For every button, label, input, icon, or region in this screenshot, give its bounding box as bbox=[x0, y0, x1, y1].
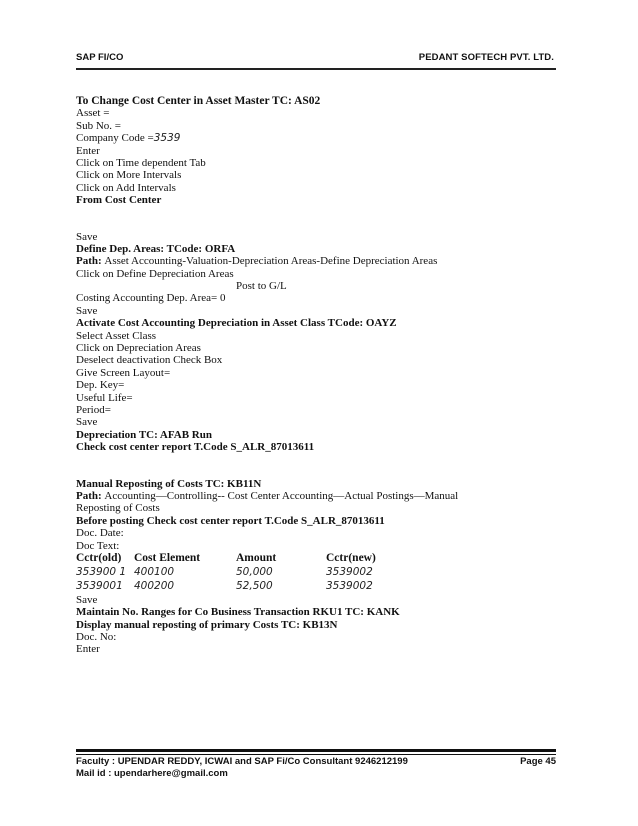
line-text: Select Asset Class bbox=[76, 329, 157, 342]
header-left-title: SAP FI/CO bbox=[76, 52, 124, 63]
line-text: Save bbox=[76, 304, 98, 317]
line-text: Check cost center report T.Code S_ALR_87013611 bbox=[76, 441, 315, 454]
spacer bbox=[76, 454, 566, 478]
line-text-rest: Asset Accounting-Valuation-Depreciation Areas-Define Depreciation Areas bbox=[104, 255, 438, 268]
line-text: Save bbox=[76, 230, 98, 243]
line-text: Reposting of Costs bbox=[76, 502, 160, 515]
text-line bbox=[76, 527, 566, 539]
line-text: From Cost Center bbox=[76, 194, 162, 207]
text-line bbox=[76, 515, 566, 527]
text-line bbox=[76, 490, 566, 502]
text-line bbox=[76, 305, 566, 317]
table-cell: 50,000 bbox=[236, 565, 273, 578]
line-text: Path: bbox=[76, 255, 105, 268]
line-text: Useful Life= bbox=[76, 391, 133, 404]
footer-mail-line: Mail id : upendarhere@gmail.com bbox=[76, 768, 228, 779]
spacer bbox=[76, 207, 566, 231]
text-line bbox=[76, 243, 566, 255]
page-footer bbox=[76, 756, 556, 780]
table-cell: 400200 bbox=[134, 579, 175, 592]
table-row bbox=[76, 580, 566, 594]
text-line bbox=[76, 429, 566, 441]
table-cell: 3539001 bbox=[76, 579, 123, 592]
page-header bbox=[76, 52, 554, 68]
line-text: Post to G/L bbox=[236, 280, 287, 293]
header-company-name: PEDANT SOFTECH PVT. LTD. bbox=[418, 52, 554, 63]
text-line bbox=[76, 132, 566, 144]
text-line bbox=[76, 169, 566, 181]
text-line bbox=[76, 502, 566, 514]
instruction-lines bbox=[76, 95, 566, 552]
line-text: Click on Depreciation Areas bbox=[76, 342, 201, 355]
footer-rule-thin bbox=[76, 754, 556, 755]
text-line bbox=[76, 255, 566, 267]
line-text: Doc. Date: bbox=[76, 527, 124, 540]
text-line bbox=[76, 231, 566, 243]
line-text: Manual Reposting of Costs TC: KB11N bbox=[76, 477, 262, 490]
line-text: Company Code = bbox=[76, 132, 154, 145]
text-line bbox=[76, 441, 566, 453]
text-line bbox=[76, 392, 566, 404]
line-text: Enter bbox=[76, 144, 100, 157]
line-text: Click on Time dependent Tab bbox=[76, 156, 206, 169]
line-text: Give Screen Layout= bbox=[76, 366, 171, 379]
text-line bbox=[76, 404, 566, 416]
table-cell: 3539002 bbox=[326, 565, 373, 578]
text-line bbox=[76, 194, 566, 206]
table-header bbox=[76, 552, 566, 566]
table-cell: 52,500 bbox=[236, 579, 273, 592]
line-text: Save bbox=[76, 593, 98, 606]
text-line bbox=[76, 95, 566, 107]
text-line bbox=[76, 619, 566, 631]
line-text: Deselect deactivation Check Box bbox=[76, 354, 223, 367]
text-line bbox=[76, 643, 566, 655]
text-line bbox=[76, 342, 566, 354]
table-row bbox=[76, 566, 566, 580]
text-line bbox=[76, 280, 566, 292]
text-line bbox=[76, 292, 566, 304]
line-text: Display manual reposting of primary Costs TC: KB13N bbox=[76, 618, 338, 631]
document-body bbox=[76, 95, 566, 656]
line-text: Costing Accounting Dep. Area= 0 bbox=[76, 292, 226, 305]
line-text: Click on Define Depreciation Areas bbox=[76, 267, 234, 280]
table-header-cell: Cost Element bbox=[134, 551, 201, 564]
table-cell: 400100 bbox=[134, 565, 175, 578]
header-rule bbox=[76, 68, 556, 70]
line-text: Maintain No. Ranges for Co Business Transaction RKU1 TC: KANK bbox=[76, 606, 400, 619]
line-text: Click on More Intervals bbox=[76, 169, 182, 182]
line-text: Activate Cost Accounting Depreciation in Asset Class TCode: OAYZ bbox=[76, 317, 397, 330]
text-line bbox=[76, 540, 566, 552]
line-text: Define Dep. Areas: TCode: ORFA bbox=[76, 242, 236, 255]
table-cell: 3539002 bbox=[326, 579, 373, 592]
text-line bbox=[76, 330, 566, 342]
line-text: Dep. Key= bbox=[76, 379, 125, 392]
line-text-rest: Accounting—Controlling-- Cost Center Accounting—Actual Postings—Manual bbox=[104, 489, 459, 502]
line-text: Save bbox=[76, 416, 98, 429]
text-line bbox=[76, 145, 566, 157]
handwritten-value: 3539 bbox=[153, 132, 181, 145]
text-line bbox=[76, 478, 566, 490]
text-line bbox=[76, 107, 566, 119]
text-line bbox=[76, 416, 566, 428]
footer-faculty-line: Faculty : UPENDAR REDDY, ICWAI and SAP Fi/Co Consultant 9246212199 bbox=[76, 756, 408, 767]
text-line bbox=[76, 379, 566, 391]
text-line bbox=[76, 606, 566, 618]
text-line bbox=[76, 268, 566, 280]
footer-rule-thick bbox=[76, 749, 556, 752]
text-line bbox=[76, 631, 566, 643]
text-line bbox=[76, 317, 566, 329]
text-line bbox=[76, 594, 566, 606]
table-header-cell: Cctr(new) bbox=[326, 551, 376, 564]
text-line bbox=[76, 120, 566, 132]
line-text: Period= bbox=[76, 403, 111, 416]
line-text: Click on Add Intervals bbox=[76, 181, 176, 194]
line-text: Path: bbox=[76, 489, 105, 502]
line-text: Depreciation TC: AFAB Run bbox=[76, 428, 212, 441]
line-text: Doc. No: bbox=[76, 631, 117, 644]
text-line bbox=[76, 182, 566, 194]
line-text: Before posting Check cost center report T.Code S_ALR_87013611 bbox=[76, 514, 385, 527]
instruction-lines-after bbox=[76, 594, 566, 656]
text-line bbox=[76, 367, 566, 379]
table-header-cell: Amount bbox=[236, 551, 277, 564]
line-text: To Change Cost Center in Asset Master TC: AS02 bbox=[76, 95, 321, 107]
page-number: Page 45 bbox=[520, 756, 556, 767]
line-text: Asset = bbox=[76, 107, 110, 120]
line-text: Doc Text: bbox=[76, 539, 120, 552]
table-header-cell: Cctr(old) bbox=[76, 551, 122, 564]
text-line bbox=[76, 354, 566, 366]
line-text: Sub No. = bbox=[76, 119, 122, 132]
line-text: Enter bbox=[76, 643, 100, 656]
table-cell: 353900 1 bbox=[76, 565, 127, 578]
text-line bbox=[76, 157, 566, 169]
